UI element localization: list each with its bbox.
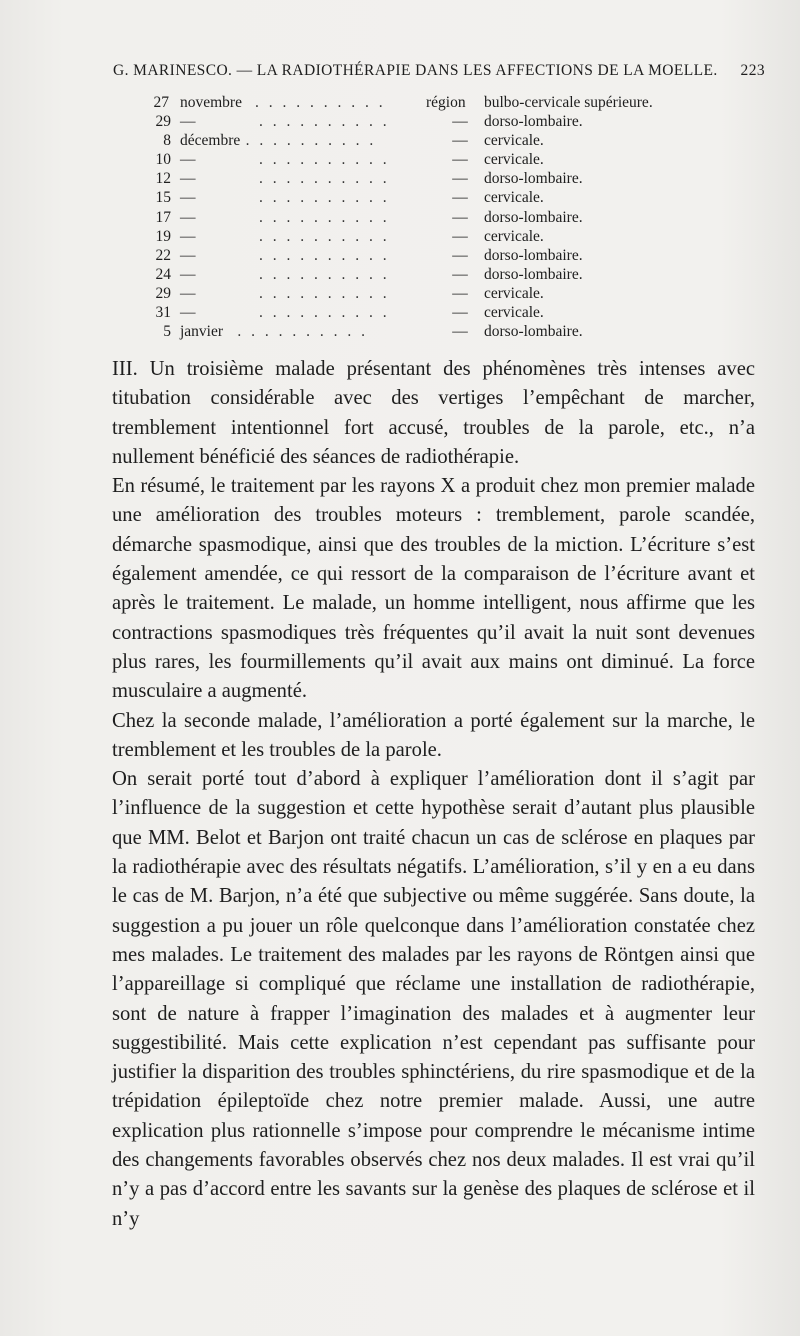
ditto-dash: — [452,208,468,226]
leader-dots: . . . . . . . . . . [245,132,377,150]
date-day: 29 [155,284,171,302]
leader-dots: . . . . . . . . . . [255,94,386,111]
spinal-region: dorso-lombaire. [484,113,583,131]
date-day: 31 [155,304,171,322]
date-row [113,150,733,169]
date-month: janvier [180,323,224,341]
spinal-region: dorso-lombaire. [484,323,583,341]
spinal-region: bulbo-cervicale supérieure. [484,94,653,111]
date-month: — [180,284,196,302]
spinal-region: cervicale. [484,132,544,150]
date-month: — [180,151,196,169]
date-day: 5 [163,323,171,341]
ditto-dash: — [452,323,468,341]
paragraph: On serait porté tout d’abord à expliquer l’amélioration dont il s’agit par l’influence de la suggestion et cette hypothèse serait d’autant plus plausible que MM. Belot et Barjon ont traité chacun un cas de sclérose en plaques par la radiothérapie avec des résultats négatifs. L’amélioration, s’il y en a eu dans le cas de M. Barjon, n’a été que subjective ou même suggérée. Sans doute, la suggestion a pu jouer un rôle quelconque dans l’amélioration constatée chez mes malades. Le traitement des malades par les rayons de Röntgen ainsi que l’appareillage si compliqué que réclame une installation de radiothérapie, sont de nature à frapper l’imagination des malades et à augmenter leur suggestibilité. Mais cette explication n’est cependant pas suffisante pour justifier la disparition des troubles sphinctériens, du rire spasmodique et de la trépidation épileptoïde chez notre premier malade. Aussi, une autre explication plus rationnelle s’impose pour comprendre le mécanisme intime des changements favorables observés chez nos deux malades. Il est vrai qu’il n’y a pas d’accord entre les savants sur la genèse des plaques de sclérose et il n’y [112,768,755,1230]
date-row [113,112,733,131]
date-day: 22 [155,246,171,264]
paragraph: Chez la seconde malade, l’amélioration a porté également sur la marche, le tremblement et les troubles de la parole. [112,709,755,761]
spinal-region: dorso-lombaire. [484,208,583,226]
ditto-dash: — [452,246,468,264]
date-month: — [180,208,196,226]
spinal-region: cervicale. [484,227,544,245]
ditto-dash: — [452,132,468,150]
leader-dots: . . . . . . . . . . [259,265,390,283]
date-row [113,322,733,341]
date-month: — [180,113,196,131]
page-number: 223 [740,62,765,79]
date-day: 10 [155,151,171,169]
spinal-region: cervicale. [484,151,544,169]
date-day: 15 [155,189,171,207]
leader-dots: . . . . . . . . . . [259,246,390,264]
date-month: — [180,170,196,188]
date-month: — [180,227,196,245]
region-label: région [426,94,466,111]
date-row [113,303,733,322]
date-day: 29 [155,113,171,131]
date-day: 19 [155,227,171,245]
date-day: 17 [155,208,171,226]
date-month: — [180,304,196,322]
date-row [113,131,733,150]
paragraph: III. Un troisième malade présentant des phénomènes très intenses avec titubation considérable avec des vertiges l’empêchant de marcher, tremblement intentionnel fort accusé, troubles de la parole, etc., n’a nullement bénéficié des séances de radiothérapie. [112,358,755,468]
date-day: 12 [155,170,171,188]
leader-dots: . . . . . . . . . . [259,227,390,245]
spinal-region: dorso-lombaire. [484,170,583,188]
ditto-dash: — [452,265,468,283]
date-day: 24 [155,265,171,283]
date-day: 27 [153,94,169,111]
running-title: G. MARINESCO. — LA RADIOTHÉRAPIE DANS LES AFFECTIONS DE LA MOELLE. [113,62,718,79]
date-day: 8 [163,132,171,150]
session-dates-list [113,93,733,341]
date-month: — [180,246,196,264]
spinal-region: cervicale. [484,189,544,207]
ditto-dash: — [452,170,468,188]
running-header [113,62,765,80]
leader-dots: . . . . . . . . . . [259,151,390,169]
leader-dots: . . . . . . . . . . [237,323,369,341]
ditto-dash: — [452,113,468,131]
date-row [113,284,733,303]
spinal-region: cervicale. [484,284,544,302]
ditto-dash: — [452,284,468,302]
date-month: novembre [180,94,242,111]
date-row [113,93,733,112]
date-row [113,208,733,227]
spinal-region: dorso-lombaire. [484,265,583,283]
date-row [113,265,733,284]
leader-dots: . . . . . . . . . . [259,170,390,188]
ditto-dash: — [452,304,468,322]
date-row [113,246,733,265]
ditto-dash: — [452,227,468,245]
ditto-dash: — [452,189,468,207]
paragraph: En résumé, le traitement par les rayons X a produit chez mon premier malade une amélioration des troubles moteurs : tremblement, parole scandée, démarche spasmodique, ainsi que des troubles de la miction. L’écriture s’est également amendée, ce qui ressort de la comparaison de l’écriture avant et après le traitement. Le malade, un homme intelligent, nous affirme que les contractions spasmodiques très fréquentes qu’il avait la nuit sont devenues plus rares, les fourmillements qu’il avait aux mains ont diminué. La force musculaire a augmenté. [112,475,755,703]
leader-dots: . . . . . . . . . . [259,113,390,131]
date-row [113,169,733,188]
date-month: — [180,265,196,283]
ditto-dash: — [452,151,468,169]
date-month: — [180,189,196,207]
leader-dots: . . . . . . . . . . [259,284,390,302]
date-month: décembre [180,132,241,150]
leader-dots: . . . . . . . . . . [259,189,390,207]
date-row [113,188,733,207]
spinal-region: dorso-lombaire. [484,246,583,264]
date-row [113,227,733,246]
spinal-region: cervicale. [484,304,544,322]
leader-dots: . . . . . . . . . . [259,208,390,226]
leader-dots: . . . . . . . . . . [259,304,390,322]
body-text [112,355,755,1234]
